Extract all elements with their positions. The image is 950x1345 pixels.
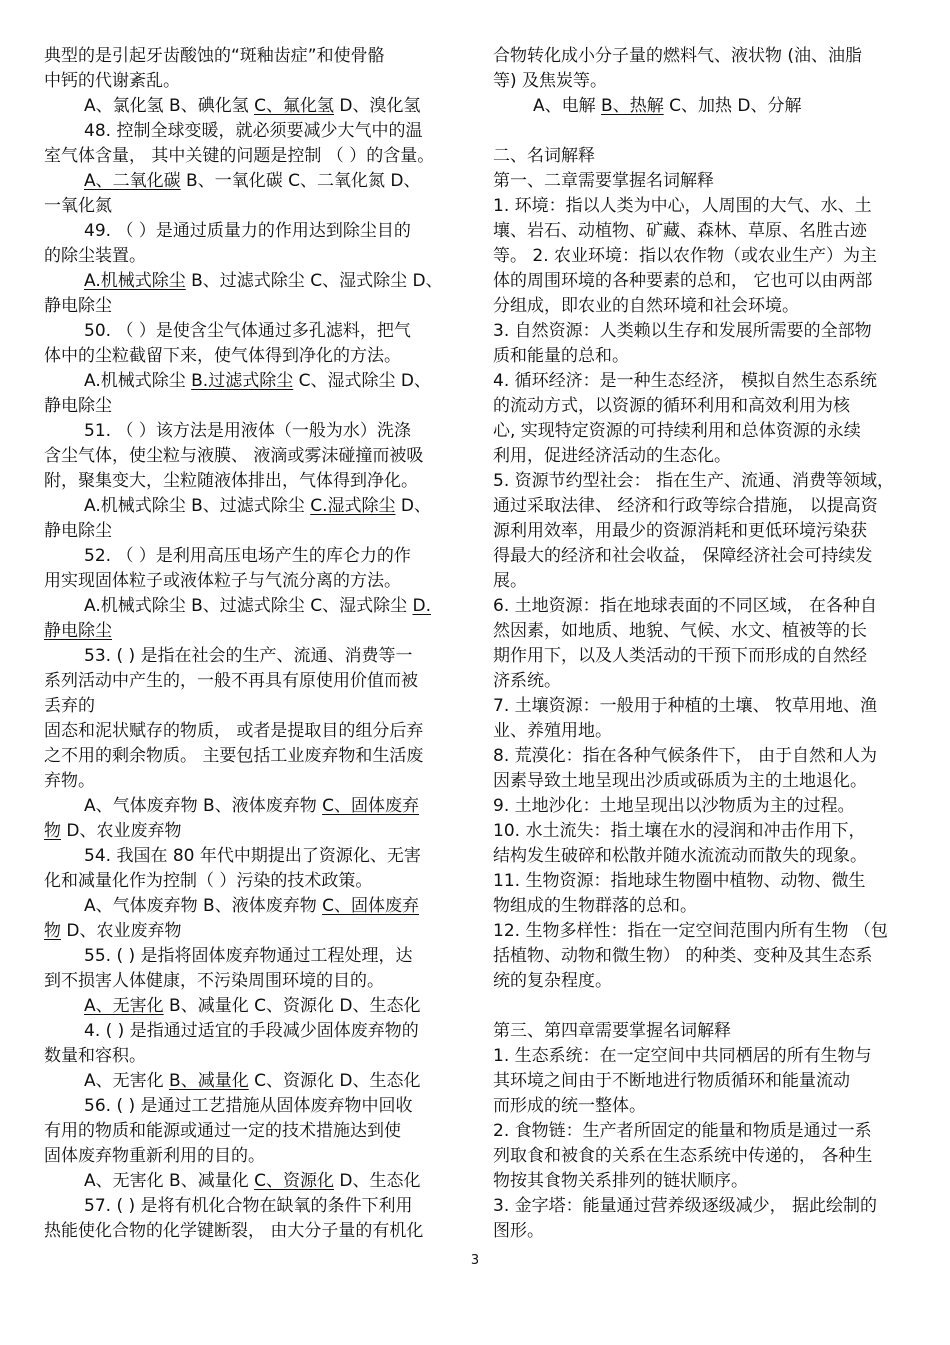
text-segment: 1. 环境：指以人类为中心，人周围的大气、水、土 [493,196,872,216]
text-line [493,194,907,219]
text-line [493,769,907,794]
text-segment: 体中的尘粒截留下来，使气体得到净化的方法。 [44,346,401,366]
answer-text: B.过滤式除尘 [191,371,294,391]
answer-text: 静电除尘 [44,621,112,641]
text-line [44,1094,462,1119]
text-line [44,944,462,969]
text-segment: 等。 2. 农业环境：指以农作物（或农业生产）为主 [493,246,878,266]
text-line [44,194,462,219]
text-segment: 48. 控制全球变暖，就必须要减少大气中的温 [84,121,423,141]
text-line [493,819,907,844]
text-line [493,669,907,694]
text-segment: 49. （ ）是通过质量力的作用达到除尘目的 [84,221,411,241]
text-line [493,1169,907,1194]
text-line [493,219,907,244]
text-line [44,269,462,294]
text-line [44,569,462,594]
text-segment: 9. 土地沙化：土地呈现出以沙物质为主的过程。 [493,796,855,816]
text-line [44,869,462,894]
text-segment: 体的周围环境的各种要素的总和， 它也可以由两部 [493,271,873,291]
text-segment: A、氯化氢 B、碘化氢 [84,96,255,116]
text-line [44,894,462,919]
text-segment: 业、养殖用地。 [493,721,612,741]
blank-line [493,994,907,1019]
text-line [493,269,907,294]
text-line [44,1069,462,1094]
text-line [493,444,907,469]
text-segment: 3. 自然资源：人类赖以生存和发展所需要的全部物 [493,321,872,341]
answer-text: 物 [44,821,61,841]
text-line [493,744,907,769]
text-line [44,394,462,419]
text-segment: D、农业废弃物 [61,821,182,841]
text-segment: 6. 土地资源：指在地球表面的不同区域， 在各种自 [493,596,878,616]
answer-text: C、氟化氢 [254,96,334,116]
text-segment: 壤、岩石、动植物、矿藏、森林、草原、名胜古迹 [493,221,867,241]
text-segment: 热能使化合物的化学键断裂， 由大分子量的有机化 [44,1221,424,1241]
text-line [44,669,462,694]
text-segment: 丢弃的 [44,696,95,716]
text-segment: 列取食和被食的关系在生态系统中传递的， 各种生 [493,1146,873,1166]
answer-text: C、固体废弃 [322,796,419,816]
text-line [44,1219,462,1244]
text-segment: 二、名词解释 [493,146,595,166]
text-line [493,369,907,394]
text-line [44,694,462,719]
text-line [44,369,462,394]
answer-text: B、热解 [601,96,664,116]
text-segment: 弃物。 [44,771,95,791]
text-line [44,444,462,469]
text-line [44,719,462,744]
text-segment: 之不用的剩余物质。 主要包括工业废弃物和生活废 [44,746,424,766]
text-line [44,794,462,819]
text-segment: 有用的物质和能源或通过一定的技术措施达到使 [44,1121,401,1141]
answer-text: 物 [44,921,61,941]
text-line [493,719,907,744]
text-line [493,519,907,544]
text-line [44,219,462,244]
text-segment: 静电除尘 [44,296,112,316]
text-segment: D、 [395,496,431,516]
text-line [493,944,907,969]
text-line [44,244,462,269]
text-line [493,244,907,269]
text-segment: 54. 我国在 80 年代中期提出了资源化、无害 [84,846,421,866]
text-segment: A、气体废弃物 B、液体废弃物 [84,896,323,916]
text-line [493,344,907,369]
text-line [44,94,462,119]
text-segment: 化和减量化作为控制（ ）污染的技术政策。 [44,871,373,891]
text-segment: 50. （ ）是使含尘气体通过多孔滤料，把气 [84,321,411,341]
text-segment: 一氧化氮 [44,196,112,216]
text-line [44,644,462,669]
text-segment: 括植物、动物和微生物） 的种类、变种及其生态系 [493,946,873,966]
text-segment: 济系统。 [493,671,561,691]
text-segment: 展。 [493,571,527,591]
answer-text: B、减量化 [169,1071,249,1091]
text-line [44,619,462,644]
text-line [493,1219,907,1244]
text-line [493,1069,907,1094]
text-segment: B、一氧化碳 C、二氧化氮 D、 [180,171,421,191]
text-segment: A、电解 [533,96,602,116]
text-line [44,294,462,319]
text-line [493,969,907,994]
text-line [493,319,907,344]
text-segment: 中钙的代谢紊乱。 [44,71,180,91]
text-segment: 第三、第四章需要掌握名词解释 [493,1021,731,1041]
text-line [493,494,907,519]
text-line [44,844,462,869]
text-line [493,569,907,594]
text-segment: A.机械式除尘 B、过滤式除尘 [84,496,311,516]
text-segment: 利用，促进经济活动的生态化。 [493,446,731,466]
text-segment: 通过采取法律、 经济和行政等综合措施， 以提高资 [493,496,878,516]
text-segment: D、农业废弃物 [61,921,182,941]
text-segment: 12. 生物多样性：指在一定空间范围内所有生物 （包 [493,921,888,941]
text-segment: 用实现固体粒子或液体粒子与气流分离的方法。 [44,571,401,591]
text-line [44,69,462,94]
text-segment: 图形。 [493,1221,544,1241]
text-line [493,94,907,119]
text-line [493,694,907,719]
text-line [493,469,907,494]
text-line [493,169,907,194]
text-line [44,519,462,544]
text-segment: A、气体废弃物 B、液体废弃物 [84,796,323,816]
text-line [493,1119,907,1144]
text-line [493,894,907,919]
text-segment: 得最大的经济和社会收益， 保障经济社会可持续发 [493,546,873,566]
text-segment: 而形成的统一整体。 [493,1096,646,1116]
text-line [44,169,462,194]
text-segment: 7. 土壤资源：一般用于种植的土壤、 牧草用地、渔 [493,696,878,716]
text-segment: 室气体含量， 其中关键的问题是控制 （ ）的含量。 [44,146,435,166]
text-segment: A.机械式除尘 B、过滤式除尘 C、湿式除尘 [84,596,413,616]
text-line [493,294,907,319]
text-segment: 含尘气体，使尘粒与液膜、 液滴或雾沫碰撞而被吸 [44,446,424,466]
text-segment: 质和能量的总和。 [493,346,629,366]
answer-text: C、固体废弃 [322,896,419,916]
text-segment: 11. 生物资源：指地球生物圈中植物、动物、微生 [493,871,866,891]
text-line [44,119,462,144]
text-line [44,419,462,444]
text-line [44,819,462,844]
text-segment: 的除尘装置。 [44,246,146,266]
text-segment: 51. （ ）该方法是用液体（一般为水）洗涤 [84,421,411,441]
right-column [493,44,907,1244]
text-segment: 52. （ ）是利用高压电场产生的库仑力的作 [84,546,411,566]
text-line [493,1094,907,1119]
text-line [44,744,462,769]
text-segment: C、加热 D、分解 [663,96,802,116]
text-line [44,1144,462,1169]
answer-text: A、无害化 [84,996,164,1016]
text-segment: 56. ( ) 是通过工艺措施从固体废弃物中回收 [84,1096,413,1116]
text-line [44,1169,462,1194]
text-line [44,994,462,1019]
text-line [44,919,462,944]
answer-text: A.机械式除尘 [84,271,186,291]
text-line [493,919,907,944]
text-segment: B、减量化 C、资源化 D、生态化 [163,996,421,1016]
text-segment: D、生态化 [333,1171,421,1191]
text-line [44,494,462,519]
answer-text: C.湿式除尘 [310,496,396,516]
answer-text: C、资源化 [254,1171,334,1191]
text-segment: 57. ( ) 是将有机化合物在缺氧的条件下利用 [84,1196,413,1216]
text-line [493,869,907,894]
text-line [493,544,907,569]
text-segment: 等) 及焦炭等。 [493,71,608,91]
text-segment: 第一、二章需要掌握名词解释 [493,171,714,191]
blank-line [493,119,907,144]
text-line [493,594,907,619]
text-segment: 固态和泥状赋存的物质， 或者是提取目的组分后弃 [44,721,424,741]
text-line [44,1119,462,1144]
text-segment: 10. 水土流失：指土壤在水的浸润和冲击作用下， [493,821,866,841]
text-segment: 因素导致土地呈现出沙质或砾质为主的土地退化。 [493,771,867,791]
text-line [44,319,462,344]
text-segment: 心, 实现特定资源的可持续利用和总体资源的永续 [493,421,861,441]
text-segment: 合物转化成小分子量的燃料气、液状物 (油、油脂 [493,46,863,66]
text-segment: C、湿式除尘 D、 [293,371,431,391]
text-line [493,419,907,444]
text-segment: A、无害化 B、减量化 [84,1171,255,1191]
text-segment: 53. ( ) 是指在社会的生产、流通、消费等一 [84,646,413,666]
left-column [44,44,462,1244]
text-line [493,644,907,669]
text-segment: 55. ( ) 是指将固体废弃物通过工程处理，达 [84,946,413,966]
text-line [44,544,462,569]
text-segment: 然因素，如地质、地貌、气候、水文、植被等的长 [493,621,867,641]
text-segment: 3. 金字塔：能量通过营养级逐级减少， 据此绘制的 [493,1196,878,1216]
text-segment: 固体废弃物重新利用的目的。 [44,1146,265,1166]
text-segment: 5. 资源节约型社会： 指在生产、流通、消费等领域， [493,471,895,491]
text-segment: 结构发生破碎和松散并随水流流动而散失的现象。 [493,846,867,866]
text-segment: C、资源化 D、生态化 [248,1071,421,1091]
text-line [44,1194,462,1219]
text-segment: 1. 生态系统：在一定空间中共同栖居的所有生物与 [493,1046,872,1066]
text-line [44,344,462,369]
text-segment: 静电除尘 [44,521,112,541]
text-segment: 到不损害人体健康，不污染周围环境的目的。 [44,971,384,991]
text-line [493,619,907,644]
text-segment: 8. 荒漠化：指在各种气候条件下， 由于自然和人为 [493,746,878,766]
page-number: 3 [470,1253,480,1268]
text-line [493,1044,907,1069]
text-segment: 其环境之间由于不断地进行物质循环和能量流动 [493,1071,850,1091]
text-segment: 期作用下，以及人类活动的干预下而形成的自然经 [493,646,867,666]
text-line [44,769,462,794]
text-line [44,469,462,494]
text-segment: 物组成的生物群落的总和。 [493,896,697,916]
text-segment: 系列活动中产生的，一般不再具有原使用价值而被 [44,671,418,691]
text-segment: 数量和容积。 [44,1046,146,1066]
text-segment: 物按其食物关系排列的链状顺序。 [493,1171,748,1191]
text-line [44,144,462,169]
text-line [44,594,462,619]
text-segment: B、过滤式除尘 C、湿式除尘 D、 [185,271,443,291]
text-segment: 分组成，即农业的自然环境和社会环境。 [493,296,799,316]
text-line [493,69,907,94]
text-segment: D、溴化氢 [333,96,421,116]
text-line [44,1019,462,1044]
text-segment: 统的复杂程度。 [493,971,612,991]
text-segment: 源利用效率，用最少的资源消耗和更低环境污染获 [493,521,867,541]
text-segment: 典型的是引起牙齿酸蚀的“斑釉齿症”和使骨骼 [44,46,385,66]
answer-text: D. [412,596,431,616]
text-segment: A.机械式除尘 [84,371,192,391]
text-line [493,1194,907,1219]
text-line [493,1019,907,1044]
text-line [493,794,907,819]
text-segment: 附，聚集变大，尘粒随液体排出，气体得到净化。 [44,471,418,491]
text-line [493,144,907,169]
text-segment: 静电除尘 [44,396,112,416]
text-line [44,1044,462,1069]
text-segment: 的流动方式，以资源的循环利用和高效利用为核 [493,396,850,416]
text-segment: 4. 循环经济：是一种生态经济， 模拟自然生态系统 [493,371,878,391]
text-line [493,844,907,869]
text-line [493,394,907,419]
text-line [493,44,907,69]
answer-text: A、二氧化碳 [84,171,181,191]
text-line [493,1144,907,1169]
text-line [44,44,462,69]
text-line [44,969,462,994]
text-segment: 4. ( ) 是指通过适宜的手段减少固体废弃物的 [84,1021,419,1041]
text-segment: 2. 食物链：生产者所固定的能量和物质是通过一系 [493,1121,872,1141]
text-segment: A、无害化 [84,1071,170,1091]
